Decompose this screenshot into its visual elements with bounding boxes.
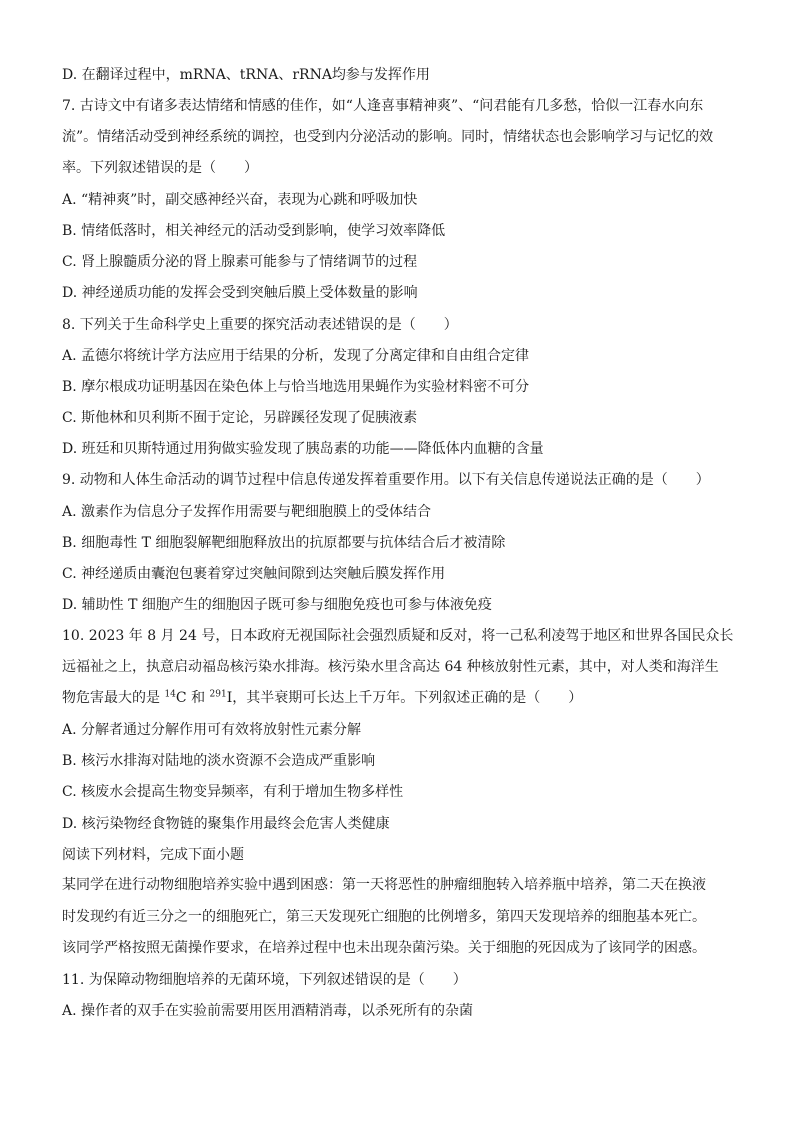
q7-stem-line-3: 率。下列叙述错误的是（ ）	[62, 160, 258, 176]
q10-option-a: A. 分解者通过分解作用可有效将放射性元素分解	[62, 722, 362, 739]
q7-option-a: A. “精神爽”时，副交感神经兴奋，表现为心跳和呼吸加快	[62, 191, 418, 208]
q10-stem-line-2: 远福祉之上，执意启动福岛核污染水排海。核污染水里含高达 64 种核放射性元素，其中，对人类和海洋生	[62, 659, 719, 676]
q7-option-b: B. 情绪低落时，相关神经元的活动受到影响，使学习效率降低	[62, 222, 446, 239]
q10-option-d: D. 核污染物经食物链的聚集作用最终会危害人类健康	[62, 815, 390, 832]
exam-page	[62, 64, 732, 1031]
isotope-c-mass: 14	[164, 689, 176, 700]
q7-option-c: C. 肾上腺髓质分泌的肾上腺素可能参与了情绪调节的过程	[62, 254, 418, 271]
material-line-1: 某同学在进行动物细胞培养实验中遇到困惑：第一天将恶性的肿瘤细胞转入培养瓶中培养，第二天在换液	[62, 877, 706, 894]
q7-stem	[62, 91, 732, 185]
q11-stem: 11. 为保障动物细胞培养的无菌环境，下列叙述错误的是（ ）	[62, 971, 467, 988]
q8-option-d: D. 班廷和贝斯特通过用狗做实验发现了胰岛素的功能——降低体内血糖的含量	[62, 441, 544, 458]
q8-option-c: C. 斯他林和贝利斯不囿于定论，另辟蹊径发现了促胰液素	[62, 410, 418, 427]
q6-option-d: D. 在翻译过程中，mRNA、tRNA、rRNA均参与发挥作用	[62, 67, 430, 83]
q11-option-a: A. 操作者的双手在实验前需要用医用酒精消毒，以杀死所有的杂菌	[62, 1002, 474, 1019]
q10-stem-line-3	[62, 683, 732, 714]
q7-stem-line-2: 流”。情绪活动受到神经系统的调控，也受到内分泌活动的影响。同时，情绪状态也会影响学习与记忆的效	[62, 128, 714, 145]
q7-stem-line-1: 7. 古诗文中有诸多表达情绪和情感的佳作，如“人逢喜事精神爽”、“问君能有几多愁，恰似一江春水向东	[62, 97, 704, 114]
isotope-i-mass: 291	[209, 689, 227, 700]
q10-stem-text: 物危害最大的是	[62, 690, 165, 707]
material-line-2: 时发现约有近三分之一的细胞死亡，第三天发现死亡细胞的比例增多，第四天发现培养的细胞基本死亡。	[62, 908, 706, 925]
q10-option-b: B. 核污水排海对陆地的淡水资源不会造成严重影响	[62, 753, 376, 770]
q10-stem-end: I，其半衰期可长达上千万年。下列叙述正确的是（ ）	[226, 690, 583, 707]
q8-stem: 8. 下列关于生命科学史上重要的探究活动表述错误的是（ ）	[62, 316, 458, 333]
q7-option-d: D. 神经递质功能的发挥会受到突触后膜上受体数量的影响	[62, 285, 418, 302]
isotope-c-symbol: C 和	[175, 690, 210, 707]
q8-option-b: B. 摩尔根成功证明基因在染色体上与恰当地选用果蝇作为实验材料密不可分	[62, 378, 530, 395]
material-text	[62, 870, 732, 964]
q9-option-c: C. 神经递质由囊泡包裹着穿过突触间隙到达突触后膜发挥作用	[62, 566, 446, 583]
q9-option-a: A. 激素作为信息分子发挥作用需要与靶细胞膜上的受体结合	[62, 503, 432, 520]
q8-option-a: A. 孟德尔将统计学方法应用于结果的分析，发现了分离定律和自由组合定律	[62, 347, 530, 364]
q9-option-b: B. 细胞毒性 T 细胞裂解靶细胞释放出的抗原都要与抗体结合后才被清除	[62, 534, 506, 551]
material-line-3: 该同学严格按照无菌操作要求，在培养过程中也未出现杂菌污染。关于细胞的死因成为了该同学的困惑。	[62, 939, 706, 956]
q10-stem-line-1: 10. 2023 年 8 月 24 号，日本政府无视国际社会强烈质疑和反对，将一己私利凌驾于地区和世界各国民众长	[62, 627, 734, 644]
material-intro: 阅读下列材料，完成下面小题	[62, 846, 244, 863]
q10-option-c: C. 核废水会提高生物变异频率，有利于增加生物多样性	[62, 784, 404, 801]
q9-option-d: D. 辅助性 T 细胞产生的细胞因子既可参与细胞免疫也可参与体液免疫	[62, 597, 492, 614]
q9-stem: 9. 动物和人体生命活动的调节过程中信息传递发挥着重要作用。以下有关信息传递说法正确的是（ ）	[62, 472, 710, 489]
q10-stem	[62, 621, 732, 715]
